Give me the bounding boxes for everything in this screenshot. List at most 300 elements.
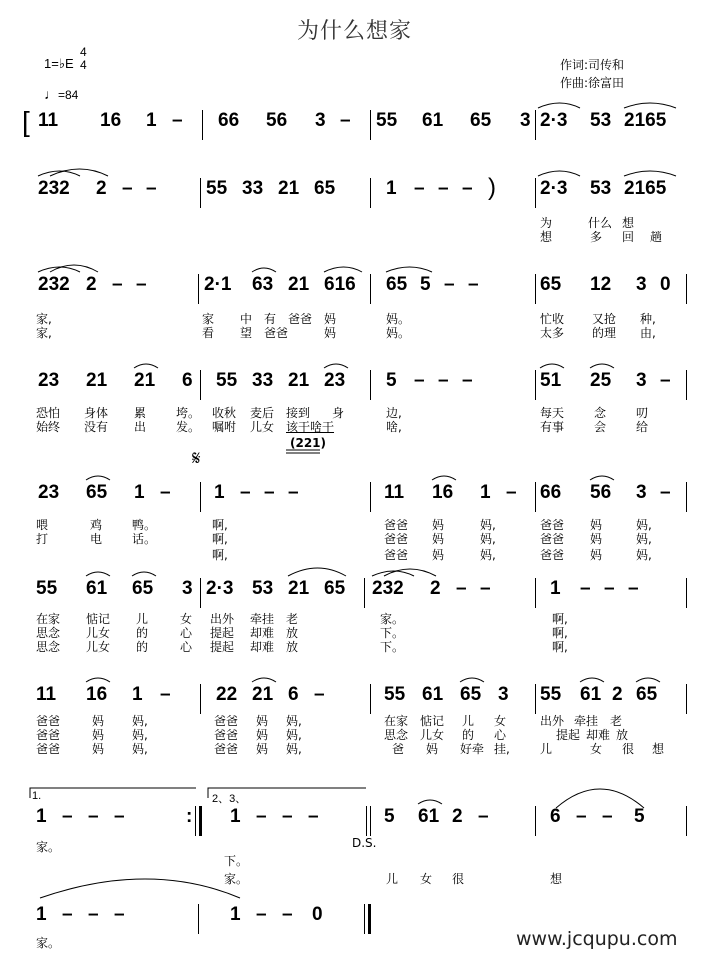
note: –	[506, 482, 517, 503]
barline	[535, 482, 536, 512]
tempo-marking	[44, 86, 78, 102]
barline	[200, 370, 201, 400]
lyric: 出	[134, 420, 147, 434]
lyric: 喂	[36, 518, 49, 532]
note: 2·3	[540, 178, 568, 199]
lyric: 妈	[590, 548, 603, 562]
lyric: 家。	[36, 840, 61, 854]
lyric: 的	[462, 728, 475, 742]
barline	[370, 482, 371, 512]
lyric: 鸡	[90, 518, 103, 532]
lyric: 妈,	[286, 742, 302, 756]
note: 1	[132, 684, 143, 705]
tempo-value: =84	[58, 88, 79, 102]
lyric: 妈	[432, 532, 445, 546]
da-segno-marking: D.S.	[352, 836, 377, 850]
lyric: 爸爸	[214, 728, 239, 742]
lyric: 妈	[92, 714, 105, 728]
lyric: 啊,	[212, 532, 228, 546]
note: 33	[242, 178, 264, 199]
lyric: 妈,	[636, 532, 652, 546]
lyric: 妈,	[132, 742, 148, 756]
lyric: 女	[494, 714, 507, 728]
lyric: 心	[494, 728, 507, 742]
note: 56	[590, 482, 612, 503]
lyric: 的理	[592, 326, 617, 340]
lyric: 想	[622, 216, 635, 230]
slur	[590, 476, 614, 480]
barline	[195, 806, 196, 836]
note: 2·3	[540, 110, 568, 131]
lyric: 每天	[540, 406, 565, 420]
lyric: 挂,	[494, 742, 510, 756]
lyric: 妈	[92, 742, 105, 756]
lyric: 爸爸	[214, 714, 239, 728]
note: 1	[36, 904, 47, 925]
time-signature	[80, 46, 87, 72]
slur	[538, 171, 580, 176]
note: 5	[420, 274, 431, 295]
note: 11	[36, 684, 57, 705]
lyric: 思念	[36, 626, 61, 640]
slur	[540, 364, 564, 368]
note: –	[146, 178, 157, 199]
note: 2165	[624, 110, 667, 131]
lyric: 放	[286, 640, 299, 654]
system-bracket: [	[22, 106, 30, 137]
tie	[40, 879, 240, 898]
barline	[200, 482, 201, 512]
barline	[535, 110, 536, 140]
note: 21	[134, 370, 156, 391]
note: 1	[36, 806, 47, 827]
lyric: 女	[420, 872, 433, 886]
lyric: 儿女	[420, 728, 445, 742]
note: 16	[100, 110, 122, 131]
lyric: 爸爸	[288, 312, 313, 326]
lyric: 妈	[92, 728, 105, 742]
lyric: 没有	[84, 420, 109, 434]
lyric: 妈	[256, 742, 269, 756]
note: 21	[252, 684, 274, 705]
lyric: 思念	[36, 640, 61, 654]
note: 232	[372, 578, 404, 599]
lyric: 妈。	[386, 312, 411, 326]
lyric: 儿	[540, 742, 553, 756]
repeat-sign-icon: :	[186, 806, 193, 827]
note: –	[480, 578, 491, 599]
note: –	[172, 110, 183, 131]
lyric: 心	[180, 626, 193, 640]
note: 16	[86, 684, 108, 705]
note: –	[628, 578, 639, 599]
lyric: 提起	[556, 728, 581, 742]
note: 66	[540, 482, 562, 503]
lyric: 边,	[386, 406, 402, 420]
segno-sign-icon: 𝄋	[192, 448, 201, 470]
lyric: 爸爸	[36, 742, 61, 756]
lyric: 妈,	[480, 548, 496, 562]
note: –	[256, 904, 267, 925]
lyric: 啊,	[212, 548, 228, 562]
lyric: 啊,	[212, 518, 228, 532]
lyric: 却难	[250, 626, 275, 640]
lyric: 有事	[540, 420, 565, 434]
note: 61	[86, 578, 108, 599]
barline	[366, 806, 367, 836]
barline	[535, 178, 536, 208]
barline	[535, 578, 536, 608]
note: 65	[324, 578, 346, 599]
note: 2·3	[206, 578, 234, 599]
note: –	[62, 806, 73, 827]
lyric: 妈	[426, 742, 439, 756]
lyric: 儿	[386, 872, 399, 886]
note: –	[468, 274, 479, 295]
lyric: 下。	[380, 640, 405, 654]
note: –	[288, 482, 299, 503]
lyric: 妈。	[386, 326, 411, 340]
note: –	[62, 904, 73, 925]
barline	[370, 178, 371, 208]
note: 1	[550, 578, 561, 599]
lyric: 爸爸	[36, 728, 61, 742]
note: 1	[146, 110, 157, 131]
note: 55	[36, 578, 58, 599]
lyric: 身	[332, 406, 345, 420]
lyric: 打	[36, 532, 49, 546]
barline	[370, 684, 371, 714]
slur	[50, 265, 98, 272]
note: –	[114, 806, 125, 827]
slur	[86, 476, 110, 480]
note: 25	[590, 370, 612, 391]
lyric: 儿	[136, 612, 149, 626]
second-ending-label: 2、3、	[212, 793, 247, 805]
time-signature-top: 4	[80, 45, 87, 59]
lyric: 妈	[590, 518, 603, 532]
slur	[86, 572, 110, 576]
lyric: 妈,	[286, 714, 302, 728]
lyric: 多	[590, 230, 603, 244]
lyric: 好牵	[460, 742, 485, 756]
note: 23	[38, 370, 60, 391]
note: 1	[214, 482, 225, 503]
song-title: 为什么想家	[296, 19, 412, 44]
barline	[198, 274, 199, 304]
lyric: 老	[610, 714, 623, 728]
lyric: 妈,	[480, 518, 496, 532]
barline-thick	[368, 904, 371, 934]
barline	[370, 274, 371, 304]
lyric: 儿女	[86, 640, 111, 654]
note: 2165	[624, 178, 667, 199]
note: 23	[324, 370, 346, 391]
lyric: 看	[202, 326, 215, 340]
barline	[535, 684, 536, 714]
lyric: 出外	[210, 612, 235, 626]
note: 53	[590, 110, 612, 131]
slur	[386, 267, 432, 272]
lyric: 由,	[640, 326, 656, 340]
note: –	[604, 578, 615, 599]
barline	[370, 370, 371, 400]
note: 2	[612, 684, 623, 705]
lyric: 爸爸	[384, 548, 409, 562]
staff-row-6	[0, 578, 709, 654]
slur	[38, 267, 80, 272]
lyric: 儿女	[250, 420, 275, 434]
note: 12	[590, 274, 612, 295]
note: –	[88, 806, 99, 827]
note: –	[308, 806, 319, 827]
note: 5	[634, 806, 645, 827]
note: –	[340, 110, 351, 131]
lyric: 啊,	[552, 612, 568, 626]
site-watermark: www.jcqupu.com	[516, 928, 678, 950]
lyric: 家,	[36, 312, 52, 326]
lyric: 累	[134, 406, 147, 420]
note: 33	[252, 370, 274, 391]
note: 0	[660, 274, 671, 295]
note: 3	[636, 274, 647, 295]
lyric: 妈	[256, 728, 269, 742]
note: 3	[182, 578, 193, 599]
staff-row-1	[0, 106, 709, 170]
slur	[384, 569, 436, 576]
first-ending-bracket	[30, 788, 196, 798]
note: 3	[636, 482, 647, 503]
slur	[134, 364, 158, 368]
note: 1	[480, 482, 491, 503]
lyric: 忙收	[540, 312, 565, 326]
note: 65	[636, 684, 658, 705]
barline	[535, 274, 536, 304]
note: 2	[430, 578, 441, 599]
note: 3	[520, 110, 531, 131]
lyric: 妈,	[636, 548, 652, 562]
note: –	[414, 178, 425, 199]
staff-row-4	[0, 370, 709, 450]
slur	[252, 678, 276, 682]
staff-row-2	[0, 174, 709, 244]
note: –	[414, 370, 425, 391]
lyric: 妈,	[286, 728, 302, 742]
note: –	[660, 370, 671, 391]
slur	[580, 678, 604, 682]
note: 61	[580, 684, 602, 705]
lyric: 爸	[392, 742, 405, 756]
lyric: 妈,	[636, 518, 652, 532]
lyric: 妈	[324, 312, 337, 326]
lyric: 接到	[286, 406, 311, 420]
note: 21	[86, 370, 108, 391]
lyric: 爸爸	[384, 518, 409, 532]
slur	[252, 268, 276, 272]
note: –	[314, 684, 325, 705]
note: 53	[252, 578, 274, 599]
lyric: 妈,	[132, 728, 148, 742]
note: 2	[96, 178, 107, 199]
lyric: 家。	[380, 612, 405, 626]
slur	[324, 267, 362, 272]
barline	[370, 110, 371, 140]
barline	[364, 578, 365, 608]
lyric: 下。	[224, 854, 249, 868]
note: 11	[384, 482, 405, 503]
barline	[686, 482, 687, 512]
lyric: 提起	[210, 640, 235, 654]
lyric: 放	[616, 728, 629, 742]
lyric: 什么	[588, 216, 613, 230]
lyric: 又抢	[592, 312, 617, 326]
note: –	[282, 806, 293, 827]
first-ending-label: 1.	[32, 790, 42, 802]
lyric: 种,	[640, 312, 656, 326]
note: 55	[376, 110, 398, 131]
lyric: 鸭。	[132, 518, 157, 532]
lyric: 啊,	[552, 626, 568, 640]
note: –	[256, 806, 267, 827]
note: –	[462, 178, 473, 199]
slur	[624, 171, 676, 176]
note: –	[576, 806, 587, 827]
note: 2	[86, 274, 97, 295]
lyric: 爸爸	[214, 742, 239, 756]
staff-row-8	[0, 806, 709, 886]
note: 22	[216, 684, 238, 705]
note: 1	[230, 806, 241, 827]
lyric: 儿	[462, 714, 475, 728]
note: 65	[86, 482, 108, 503]
lyric: 提起	[210, 626, 235, 640]
barline	[200, 684, 201, 714]
note: 2	[452, 806, 463, 827]
note: 65	[314, 178, 336, 199]
barline-thick	[199, 806, 202, 836]
lyric: 很	[622, 742, 635, 756]
lyric: 惦记	[86, 612, 111, 626]
note: 3	[636, 370, 647, 391]
slur	[38, 171, 80, 176]
note: –	[282, 904, 293, 925]
note: 2·1	[204, 274, 232, 295]
lyric: 叨	[636, 406, 649, 420]
note: 65	[386, 274, 408, 295]
lyric: 电	[90, 532, 103, 546]
note: –	[444, 274, 455, 295]
lyric: 家。	[36, 936, 61, 950]
lyric: 下。	[380, 626, 405, 640]
alternate-notes: (221)	[290, 436, 327, 450]
note: –	[478, 806, 489, 827]
note: 21	[288, 274, 310, 295]
note: –	[456, 578, 467, 599]
lyric: 麦后	[250, 406, 275, 420]
lyric: 的	[136, 626, 149, 640]
slur	[590, 364, 614, 368]
lyric: 家。	[224, 872, 249, 886]
note: 1	[386, 178, 397, 199]
note: –	[114, 904, 125, 925]
note: 5	[384, 806, 395, 827]
lyric: 心	[180, 640, 193, 654]
lyric: 给	[636, 420, 649, 434]
note: 6	[182, 370, 193, 391]
slur	[636, 678, 660, 682]
lyric: 在家	[36, 612, 61, 626]
note: 65	[132, 578, 154, 599]
slur	[624, 103, 676, 108]
lyric: 家	[202, 312, 215, 326]
lyric: 在家	[384, 714, 409, 728]
note: 55	[384, 684, 406, 705]
lyric: 家,	[36, 326, 52, 340]
note: –	[112, 274, 123, 295]
note: 232	[38, 274, 70, 295]
note: 51	[540, 370, 562, 391]
lyric: 有	[264, 312, 277, 326]
composer-credit: 作曲:徐富田	[560, 76, 625, 90]
lyric: 啥,	[386, 420, 402, 434]
slur	[132, 572, 156, 576]
note: 21	[278, 178, 300, 199]
note: 61	[418, 806, 440, 827]
note: 21	[288, 578, 310, 599]
note: 11	[38, 110, 59, 131]
lyric: 爸爸	[36, 714, 61, 728]
barline	[535, 370, 536, 400]
barline	[364, 904, 365, 934]
lyric: 牵挂	[574, 714, 599, 728]
note: 1	[134, 482, 145, 503]
lyric: 话。	[132, 532, 157, 546]
lyric: 很	[452, 872, 465, 886]
lyric: 妈,	[132, 714, 148, 728]
note: –	[580, 578, 591, 599]
lyric: 念	[594, 406, 607, 420]
slur	[432, 476, 456, 480]
barline	[200, 178, 201, 208]
slur	[538, 103, 580, 108]
note: –	[160, 684, 171, 705]
note: 53	[590, 178, 612, 199]
note: 63	[252, 274, 274, 295]
lyric: 望	[240, 326, 253, 340]
note: 21	[288, 370, 310, 391]
lyric: 老	[286, 612, 299, 626]
lyric: 太多	[540, 326, 565, 340]
slur	[460, 678, 484, 682]
note: 61	[422, 684, 444, 705]
note: –	[602, 806, 613, 827]
lyric: 却难	[250, 640, 275, 654]
note: –	[122, 178, 133, 199]
slur	[372, 571, 414, 576]
slur	[50, 169, 108, 176]
lyric: 回	[622, 230, 635, 244]
note: –	[438, 178, 449, 199]
slur	[86, 678, 110, 682]
note: 65	[460, 684, 482, 705]
barline	[686, 806, 687, 836]
key-signature: 1=♭E	[44, 56, 74, 71]
lyric: 想	[652, 742, 665, 756]
barline	[202, 110, 203, 140]
lyric: 爸爸	[264, 326, 289, 340]
lyric: 始终	[36, 420, 61, 434]
lyric: 该干啥干	[286, 420, 335, 434]
